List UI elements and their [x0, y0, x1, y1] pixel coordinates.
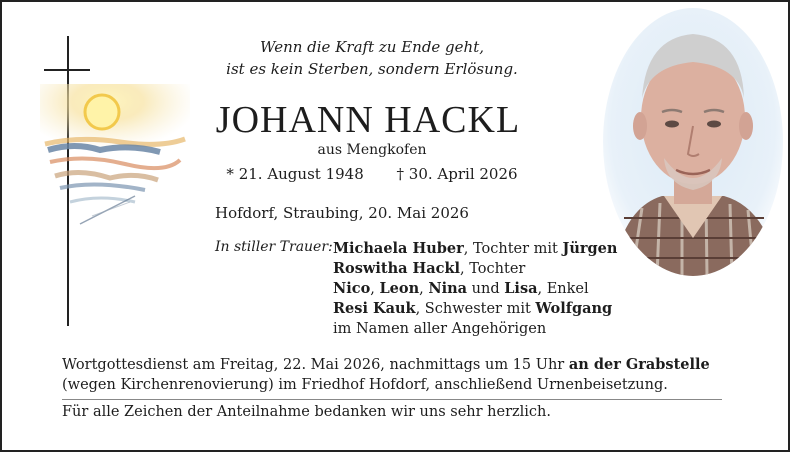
life-dates: [202, 165, 542, 183]
divider-line: [62, 399, 722, 400]
thanks-note: Für alle Zeichen der Anteilnahme bedanken wir uns sehr herzlich.: [62, 404, 551, 420]
mourner-row: Resi Kauk, Schwester mit Wolfgang: [333, 300, 613, 317]
place-and-date: Hofdorf, Straubing, 20. Mai 2026: [215, 204, 469, 222]
mourner-row: Michaela Huber, Tochter mit Jürgen: [333, 240, 618, 257]
portrait-photo: [602, 8, 784, 276]
sunset-watercolor-image: [40, 84, 190, 234]
mourner-row: Roswitha Hackl, Tochter: [333, 260, 526, 277]
quote-line-1: Wenn die Kraft zu Ende geht,: [260, 38, 484, 56]
death-date: † 30. April 2026: [396, 165, 518, 183]
mourning-label: In stiller Trauer:: [215, 239, 333, 255]
mourners-closing: im Namen aller Angehörigen: [333, 321, 547, 337]
deceased-name: JOHANN HACKL: [215, 99, 521, 141]
cross-icon-horizontal: [44, 69, 90, 71]
memorial-quote: [202, 36, 542, 80]
mourner-row: Nico, Leon, Nina und Lisa, Enkel: [333, 280, 589, 297]
mourners-list: [333, 239, 617, 339]
service-announcement: Wortgottesdienst am Freitag, 22. Mai 2026, nachmittags um 15 Uhr an der Grabstelle (wegen Kirchenrenovierung) im Friedhof Hofdorf, anschließend Urnenbeisetzung.: [62, 356, 710, 393]
quote-line-2: ist es kein Sterben, sondern Erlösung.: [226, 60, 518, 78]
birth-date: * 21. August 1948: [226, 165, 364, 183]
deceased-origin: aus Mengkofen: [317, 142, 427, 158]
obituary-card: [2, 2, 788, 450]
